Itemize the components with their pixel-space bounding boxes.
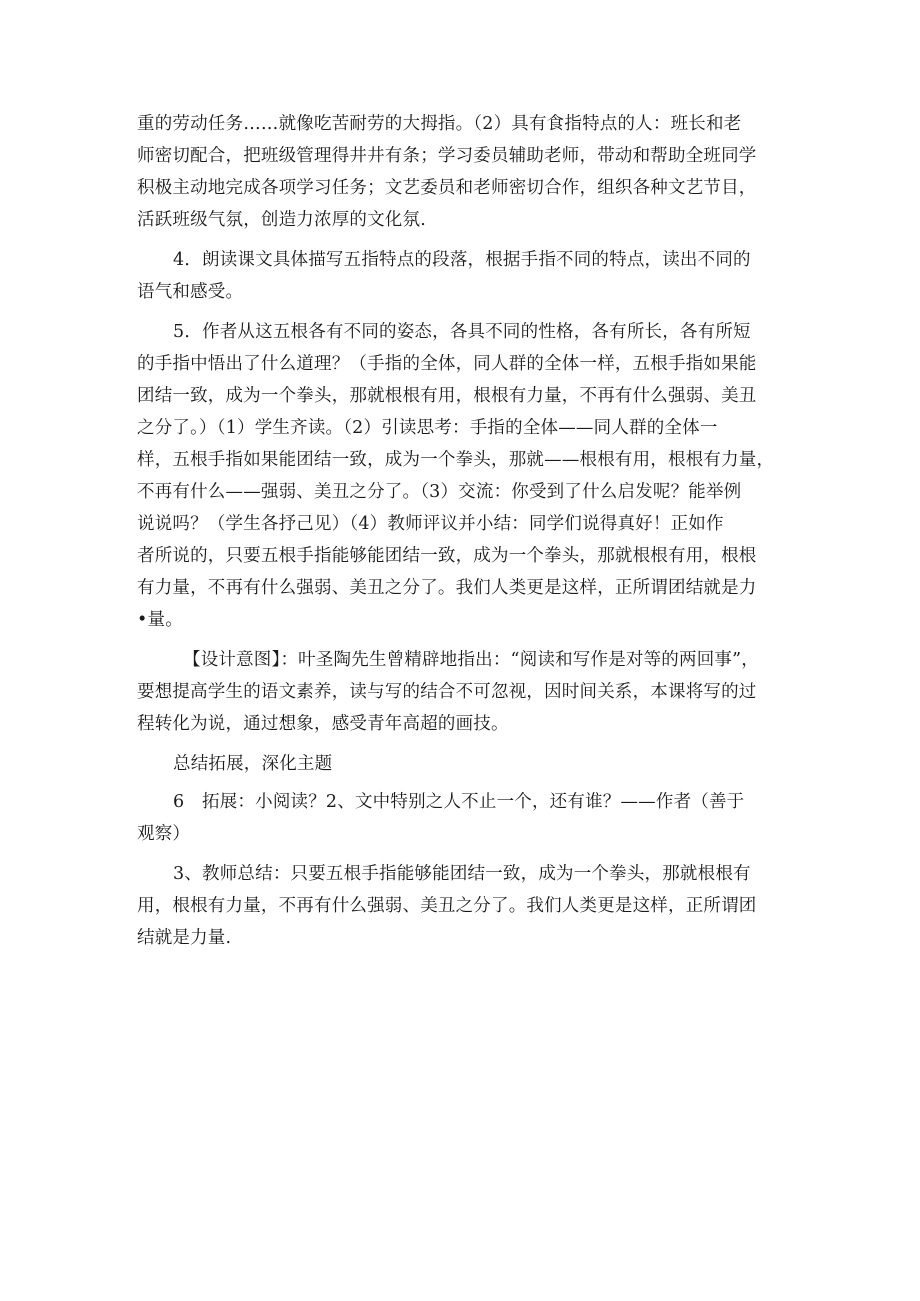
text-line: 不再有什么——强弱、美丑之分了。（3）交流：你受到了什么启发呢？能举例 [137, 482, 742, 502]
document-page [137, 108, 789, 954]
text-line: 重的劳动任务……就像吃苦耐劳的大拇指。（2）具有食指特点的人：班长和老 [137, 114, 742, 134]
text-line: 之分了。）（1）学生齐读。（2）引读思考：手指的全体——同人群的全体一 [137, 418, 718, 438]
text-line: 5．作者从这五根各有不同的姿态，各具不同的性格，各有所长，各有所短 [173, 322, 751, 342]
paragraph-step-5 [137, 316, 789, 636]
text-line: 4．朗读课文具体描写五指特点的段落，根据手指不同的特点，读出不同的 [173, 250, 751, 270]
text-line: 3、教师总结：只要五根手指能够能团结一致，成为一个拳头，那就根根有 [173, 864, 751, 884]
text-line: 程转化为说，通过想象，感受青年高超的画技。 [137, 714, 509, 734]
text-line: 的手指中悟出了什么道理？（手指的全体，同人群的全体一样，五根手指如果能 [137, 354, 757, 374]
text-line: 用，根根有力量，不再有什么强弱、美丑之分了。我们人类更是这样，正所谓团 [137, 896, 757, 916]
paragraph-five-finger-examples [137, 108, 789, 236]
text-line: 结就是力量. [137, 928, 232, 948]
paragraph-step-6 [137, 786, 789, 850]
text-line: 师密切配合，把班级管理得井井有条；学习委员辅助老师，带动和帮助全班同学 [137, 146, 757, 166]
text-line: 说说吗？（学生各抒己见）（4）教师评议并小结：同学们说得真好！正如作 [137, 514, 724, 534]
text-line: 观察） [137, 824, 191, 844]
paragraph-step-4 [137, 244, 789, 308]
section-heading-summary [137, 748, 789, 780]
text-line: 活跃班级气氛，创造力浓厚的文化氛. [137, 210, 426, 230]
paragraph-design-intent [137, 644, 789, 740]
section-heading: 总结拓展，深化主题 [173, 754, 333, 774]
text-line: 有力量，不再有什么强弱、美丑之分了。我们人类更是这样，正所谓团结就是力 [137, 578, 757, 598]
text-line: •量。 [137, 610, 183, 630]
text-line: 语气和感受。 [137, 282, 244, 302]
text-line: 样，五根手指如果能团结一致，成为一个拳头，那就——根根有用，根根有力量， [137, 450, 775, 470]
text-line: 【设计意图】：叶圣陶先生曾精辟地指出：“阅读和写作是对等的两回事”， [183, 650, 759, 670]
text-line: 积极主动地完成各项学习任务；文艺委员和老师密切合作，组织各种文艺节目， [137, 178, 757, 198]
text-line: 团结一致，成为一个拳头，那就根根有用，根根有力量，不再有什么强弱、美丑 [137, 386, 757, 406]
text-line: 要想提高学生的语文素养，读与写的结合不可忽视，因时间关系，本课将写的过 [137, 682, 757, 702]
text-line: 6 拓展：小阅读？2、文中特别之人不止一个，还有谁？——作者（善于 [173, 792, 745, 812]
paragraph-teacher-summary [137, 858, 789, 954]
text-line: 者所说的，只要五根手指能够能团结一致，成为一个拳头，那就根根有用，根根 [137, 546, 757, 566]
